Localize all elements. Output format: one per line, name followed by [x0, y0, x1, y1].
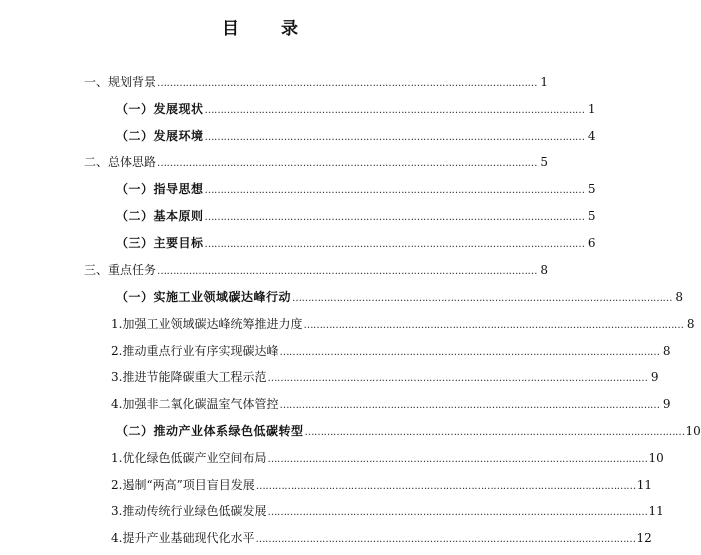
toc-entry[interactable] [111, 451, 664, 467]
toc-entry[interactable] [116, 236, 596, 252]
page-title: 目 录 [222, 19, 316, 39]
toc-entry-page: 5 [587, 182, 596, 196]
dot-leader: ………………………………………………………………………………………………………… [267, 507, 648, 518]
toc-entry-label: 2.遏制“两高”项目盲目发展 [111, 478, 255, 492]
dot-leader: ………………………………………………………………………………………………………… [267, 454, 648, 465]
dot-leader: ………………………………………………………………………………………………………… [157, 266, 538, 277]
toc-entry-label: （一）指导思想 [116, 182, 204, 196]
toc-entry-page: 12 [636, 531, 652, 545]
toc-entry[interactable] [116, 290, 684, 306]
toc-entry-label: （一）发展现状 [116, 102, 204, 116]
dot-leader: ………………………………………………………………………………………………………… [267, 373, 648, 384]
toc-entry-page: 10 [648, 451, 664, 465]
toc-entry-label: 4.加强非二氧化碳温室气体管控 [111, 397, 279, 411]
toc-entry-page: 5 [540, 155, 549, 169]
dot-leader: ………………………………………………………………………………………………………… [204, 212, 585, 223]
toc-entry[interactable] [111, 344, 671, 360]
toc-entry-page: 8 [662, 344, 671, 358]
toc-entry-page: 8 [686, 317, 695, 331]
toc-entry[interactable] [111, 504, 664, 520]
toc-entry-page: 1 [540, 75, 549, 89]
toc-entry[interactable] [111, 317, 695, 333]
dot-leader: ………………………………………………………………………………………………………… [204, 105, 585, 116]
toc-entry-label: （二）基本原则 [116, 209, 204, 223]
toc-entry-page: 8 [540, 263, 549, 277]
toc-entry-label: （二）发展环境 [116, 129, 204, 143]
toc-entry-label: （二）推动产业体系绿色低碳转型 [116, 424, 304, 438]
toc-entry[interactable] [116, 102, 596, 118]
toc-entry-label: 3.推动传统行业绿色低碳发展 [111, 504, 267, 518]
dot-leader: ………………………………………………………………………………………………………… [255, 534, 636, 545]
toc-entry-label: 1.加强工业领域碳达峰统筹推进力度 [111, 317, 303, 331]
toc-entry[interactable] [111, 370, 659, 386]
toc-entry[interactable] [111, 478, 653, 494]
toc-entry-page: 9 [662, 397, 671, 411]
dot-leader: ………………………………………………………………………………………………………… [157, 158, 538, 169]
toc-entry[interactable] [116, 182, 596, 198]
toc-entry-page: 11 [636, 478, 653, 492]
toc-entry-label: 一、规划背景 [84, 75, 157, 89]
toc-entry[interactable] [84, 155, 549, 171]
dot-leader: ………………………………………………………………………………………………………… [279, 400, 660, 411]
dot-leader: ………………………………………………………………………………………………………… [204, 132, 585, 143]
toc-entry-label: 2.推动重点行业有序实现碳达峰 [111, 344, 279, 358]
dot-leader: ………………………………………………………………………………………………………… [279, 347, 660, 358]
toc-entry-page: 1 [587, 102, 596, 116]
toc-entry-page: 5 [587, 209, 596, 223]
toc-entry-label: 三、重点任务 [84, 263, 157, 277]
dot-leader: ………………………………………………………………………………………………………… [157, 78, 538, 89]
toc-entry-label: 1.优化绿色低碳产业空间布局 [111, 451, 267, 465]
dot-leader: ………………………………………………………………………………………………………… [204, 185, 585, 196]
toc-entry[interactable] [116, 129, 596, 145]
toc-entry-page: 4 [587, 129, 596, 143]
toc-entry[interactable] [116, 424, 701, 440]
toc-entry-page: 10 [685, 424, 701, 438]
dot-leader: ………………………………………………………………………………………………………… [304, 427, 685, 438]
toc-entry-label: 二、总体思路 [84, 155, 157, 169]
dot-leader: ………………………………………………………………………………………………………… [303, 320, 684, 331]
toc-entry-page: 6 [587, 236, 596, 250]
toc-entry-label: （一）实施工业领域碳达峰行动 [116, 290, 292, 304]
toc-entry[interactable] [111, 531, 652, 547]
toc-entry-label: 3.推进节能降碳重大工程示范 [111, 370, 267, 384]
toc-entry[interactable] [116, 209, 596, 225]
toc-entry-page: 9 [650, 370, 659, 384]
dot-leader: ………………………………………………………………………………………………………… [204, 239, 585, 250]
toc-entry[interactable] [84, 75, 549, 91]
dot-leader: ………………………………………………………………………………………………………… [292, 293, 673, 304]
dot-leader: ………………………………………………………………………………………………………… [255, 481, 636, 492]
toc-entry-label: （三）主要目标 [116, 236, 204, 250]
toc-entry-page: 8 [675, 290, 684, 304]
toc-entry-label: 4.提升产业基础现代化水平 [111, 531, 255, 545]
toc-entry[interactable] [111, 397, 671, 413]
toc-entry-page: 11 [648, 504, 664, 518]
toc-entry[interactable] [84, 263, 549, 279]
